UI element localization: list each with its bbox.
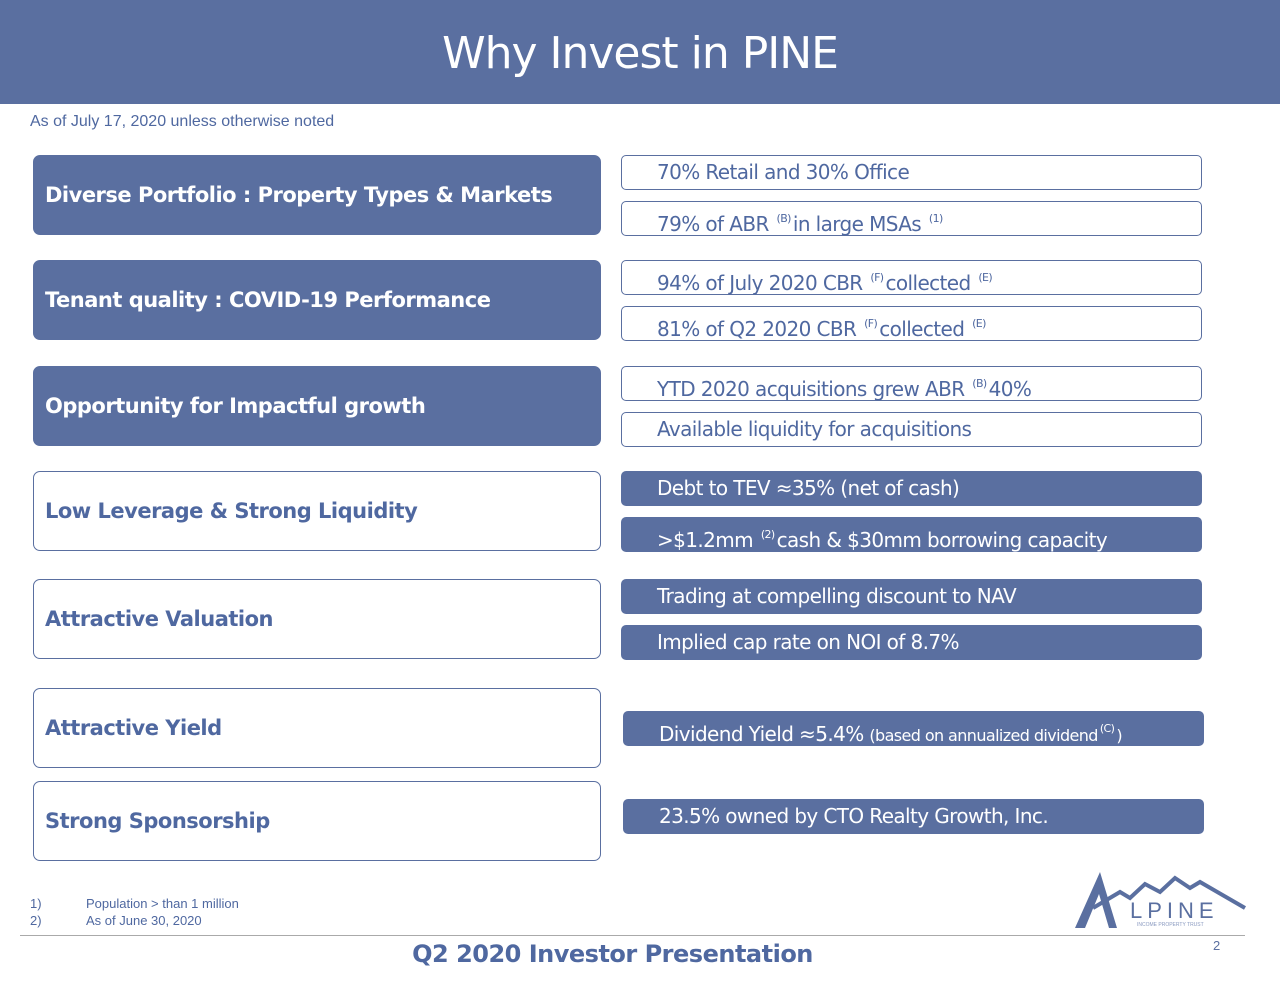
- highlight-text: 81% of Q2 2020 CBR: [657, 317, 857, 341]
- category-box: Attractive Yield: [33, 688, 601, 768]
- highlight-text: cash & $30mm borrowing capacity: [776, 528, 1108, 552]
- highlight-text: 40%: [988, 377, 1032, 401]
- footnote-ref: (F): [864, 317, 878, 330]
- footnote-ref: (B): [972, 377, 987, 390]
- category-box: Low Leverage & Strong Liquidity: [33, 471, 601, 551]
- footnote-num: 2): [30, 913, 42, 928]
- footnote-ref: (E): [972, 317, 986, 330]
- alpine-logo: [1075, 870, 1250, 930]
- highlight-box: [621, 366, 1202, 401]
- highlight-box: [621, 412, 1202, 447]
- highlight-box: [621, 471, 1202, 506]
- footer-title: Q2 2020 Investor Presentation: [412, 940, 813, 968]
- highlight-box: [621, 517, 1202, 552]
- highlight-text: in large MSAs: [792, 212, 922, 236]
- category-box: Opportunity for Impactful growth: [33, 366, 601, 446]
- highlight-text: Trading at compelling discount to NAV: [657, 584, 1017, 608]
- highlight-box: [621, 625, 1202, 660]
- footnote-ref: (E): [978, 271, 993, 284]
- highlight-box: [621, 260, 1202, 295]
- footnote-ref: (1): [928, 212, 943, 225]
- page-title: Why Invest in PINE: [442, 28, 838, 79]
- highlight-box: [623, 711, 1204, 746]
- footnote-text: Population > than 1 million: [86, 896, 239, 911]
- as-of-note: As of July 17, 2020 unless otherwise noted: [30, 113, 335, 130]
- highlight-box: [621, 579, 1202, 614]
- highlight-box: [623, 799, 1204, 834]
- highlight-text: Implied cap rate on NOI of 8.7%: [657, 630, 959, 654]
- highlight-text: 70% Retail and 30% Office: [657, 160, 910, 184]
- category-box: Diverse Portfolio : Property Types & Markets: [33, 155, 601, 235]
- highlight-text: ): [1116, 726, 1122, 745]
- highlight-box: [621, 306, 1202, 341]
- highlight-box: [621, 155, 1202, 190]
- highlight-text: 79% of ABR: [657, 212, 769, 236]
- category-box: Tenant quality : COVID-19 Performance: [33, 260, 601, 340]
- footnote-num: 1): [30, 896, 42, 911]
- title-banner: [0, 0, 1280, 104]
- svg-text:INCOME PROPERTY TRUST: INCOME PROPERTY TRUST: [1137, 922, 1204, 928]
- highlight-text: 94% of July 2020 CBR: [657, 271, 863, 295]
- highlight-text: collected: [885, 271, 971, 295]
- highlight-text: Debt to TEV ≈35% (net of cash): [657, 476, 960, 500]
- footnote-text: As of June 30, 2020: [86, 913, 202, 928]
- category-box: Strong Sponsorship: [33, 781, 601, 861]
- highlight-text: collected: [879, 317, 965, 341]
- highlight-text: YTD 2020 acquisitions grew ABR: [657, 377, 965, 401]
- footnote-2: [30, 913, 202, 928]
- category-box: Attractive Valuation: [33, 579, 601, 659]
- highlight-text: >$1.2mm: [657, 528, 754, 552]
- footnote-ref: (F): [870, 271, 884, 284]
- highlight-text: Available liquidity for acquisitions: [657, 417, 972, 441]
- highlight-box: [621, 201, 1202, 236]
- highlight-text: 23.5% owned by CTO Realty Growth, Inc.: [659, 804, 1049, 828]
- svg-text:LPINE: LPINE: [1130, 898, 1219, 923]
- highlight-text: Dividend Yield ≈5.4%: [659, 722, 870, 746]
- footnote-ref: (2): [760, 528, 775, 541]
- footnote-ref: (C): [1099, 722, 1115, 735]
- footnote-1: [30, 896, 239, 911]
- page-number: 2: [1213, 938, 1221, 953]
- footnote-ref: (B): [776, 212, 791, 225]
- highlight-text: (based on annualized dividend: [869, 726, 1098, 745]
- footer-divider: [20, 935, 1245, 936]
